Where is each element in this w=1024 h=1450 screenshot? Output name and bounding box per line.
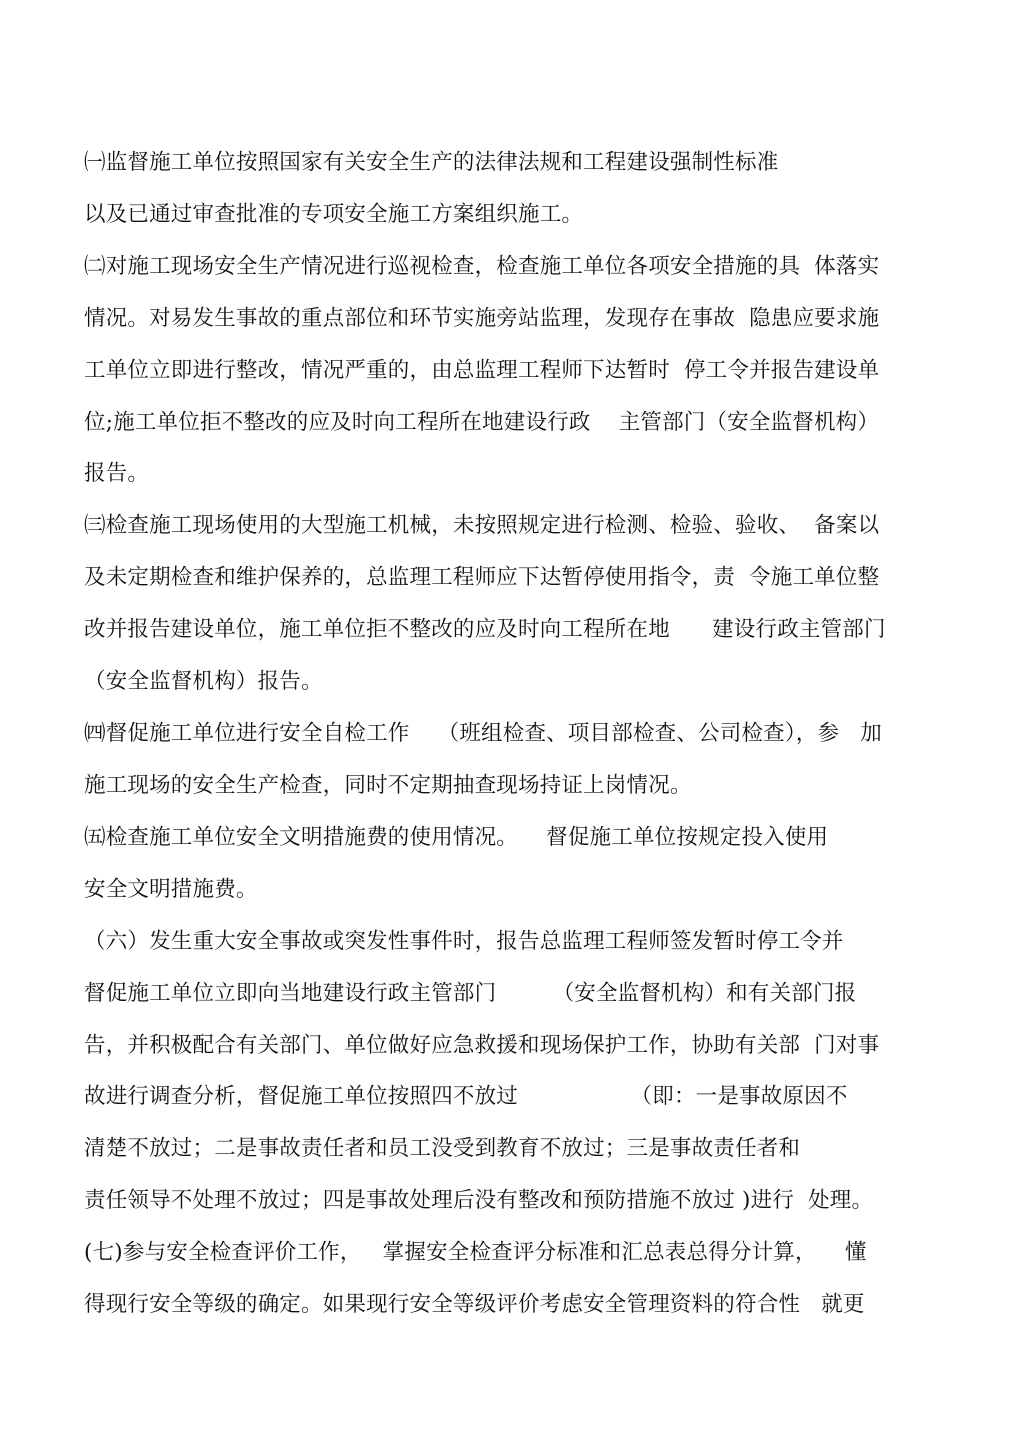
text-line-6: 位;施工单位拒不整改的应及时向工程所在地建设行政 主管部门（安全监督机构）	[84, 410, 880, 435]
text-line-16: （六）发生重大安全事故或突发性事件时，报告总监理工程师签发暂时停工令并	[84, 929, 844, 954]
text-line-12: ㈣督促施工单位进行安全自检工作 （班组检查、项目部检查、公司检查），参 加	[84, 721, 882, 746]
text-line-8: ㈢检查施工现场使用的大型施工机械，未按照规定进行检测、检验、验收、 备案以	[84, 513, 880, 538]
text-line-1: ㈠监督施工单位按照国家有关安全生产的法律法规和工程建设强制性标准	[84, 150, 779, 175]
text-line-14: ㈤检查施工单位安全文明措施费的使用情况。 督促施工单位按规定投入使用	[84, 825, 829, 850]
text-line-9: 及未定期检查和维护保养的，总监理工程师应下达暂停使用指令，责 令施工单位整	[84, 565, 880, 590]
text-line-23: 得现行安全等级的确定。如果现行安全等级评价考虑安全管理资料的符合性 就更	[84, 1292, 865, 1317]
text-line-2: 以及已通过审查批准的专项安全施工方案组织施工。	[84, 202, 584, 227]
text-line-5: 工单位立即进行整改，情况严重的，由总监理工程师下达暂时 停工令并报告建设单	[84, 358, 880, 383]
text-line-13: 施工现场的安全生产检查，同时不定期抽查现场持证上岗情况。	[84, 773, 692, 798]
text-line-4: 情况。对易发生事故的重点部位和环节实施旁站监理，发现存在事故 隐患应要求施	[84, 306, 880, 331]
text-line-21: 责任领导不处理不放过；四是事故处理后没有整改和预防措施不放过 )进行 处理。	[84, 1188, 874, 1213]
text-line-10: 改并报告建设单位，施工单位拒不整改的应及时向工程所在地 建设行政主管部门	[84, 617, 886, 642]
text-line-19: 故进行调查分析，督促施工单位按照四不放过 （即：一是事故原因不	[84, 1084, 848, 1109]
text-line-3: ㈡对施工现场安全生产情况进行巡视检查，检查施工单位各项安全措施的具 体落实	[84, 254, 880, 279]
text-line-17: 督促施工单位立即向当地建设行政主管部门 （安全监督机构）和有关部门报	[84, 981, 857, 1006]
text-line-22: (七)参与安全检查评价工作， 掌握安全检查评分标准和汇总表总得分计算， 懂	[84, 1240, 867, 1265]
text-line-11: （安全监督机构）报告。	[84, 669, 323, 694]
text-line-18: 告，并积极配合有关部门、单位做好应急救援和现场保护工作，协助有关部 门对事	[84, 1033, 880, 1058]
text-line-7: 报告。	[84, 461, 150, 486]
text-line-20: 清楚不放过；二是事故责任者和员工没受到教育不放过；三是事故责任者和	[84, 1136, 801, 1161]
text-line-15: 安全文明措施费。	[84, 877, 258, 902]
